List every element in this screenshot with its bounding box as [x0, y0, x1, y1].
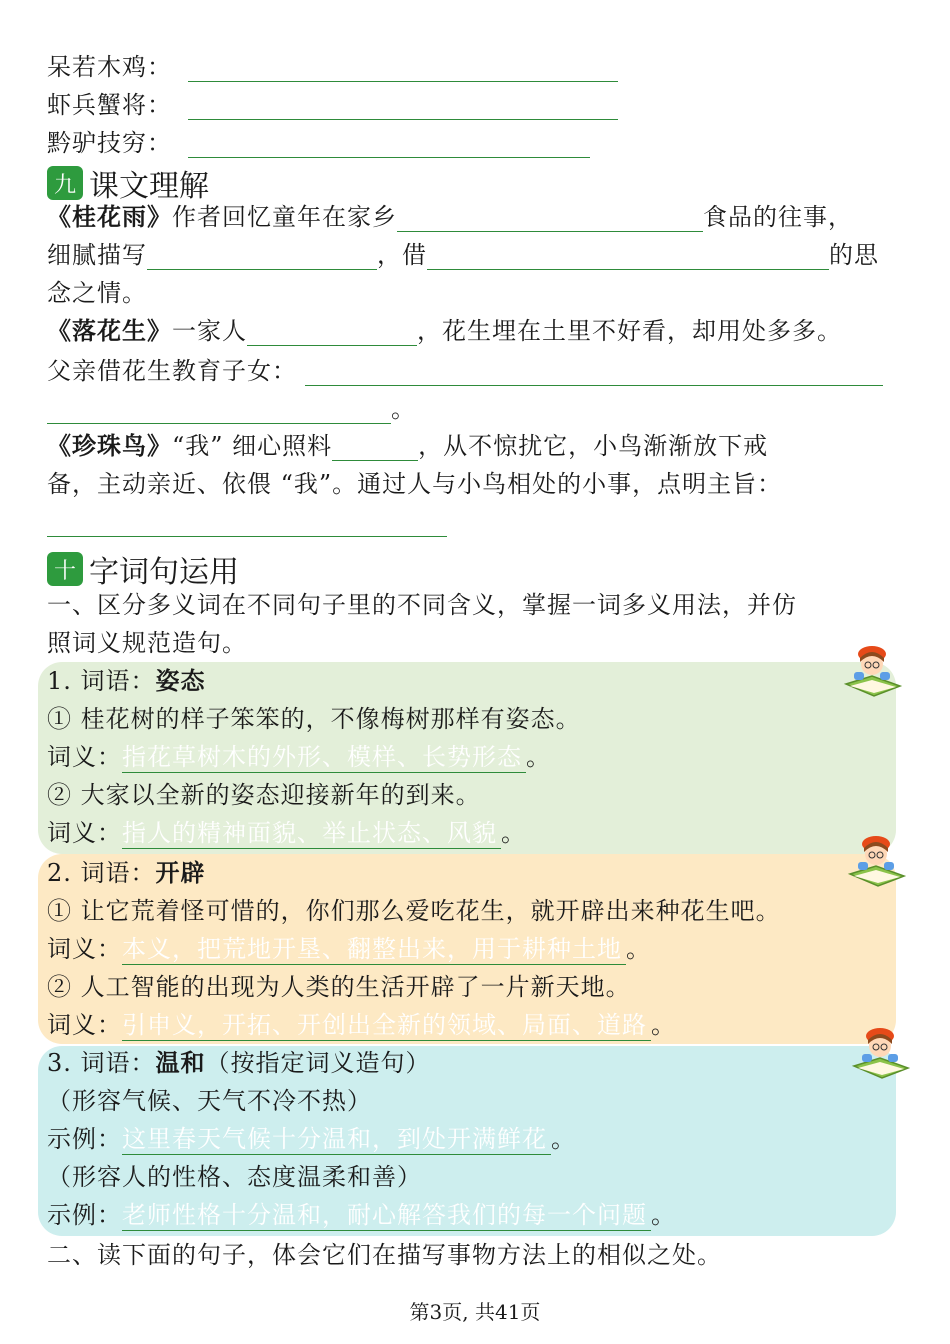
text-span: 词义： [47, 819, 122, 847]
text-line [47, 202, 853, 232]
idiom-line [47, 52, 618, 82]
section-title: 课文理解 [89, 169, 209, 204]
answer-blank[interactable] [427, 243, 829, 270]
text-span: 一家人 [172, 317, 247, 345]
example-sentence: ② 大家以全新的姿态迎接新年的到来。 [47, 781, 481, 809]
answer-text: 老师性格十分温和，耐心解答我们的每一个问题 [122, 1200, 651, 1231]
idiom-line [47, 128, 590, 158]
item-heading [47, 1048, 431, 1078]
text-span: 备，主动亲近、依偎 “我”。通过人与小鸟相处的小事，点明主旨： [47, 470, 783, 498]
answer-blank[interactable] [188, 93, 618, 120]
text-line [47, 469, 782, 499]
meaning-line [47, 742, 551, 773]
text-line [47, 394, 416, 424]
section-number-badge: 九 [47, 166, 83, 200]
target-word: 开辟 [155, 858, 206, 887]
text-span: 细腻描写 [47, 241, 147, 269]
text-line [47, 507, 447, 537]
text-span: 示例： [47, 1201, 122, 1229]
section-header-10 [47, 547, 239, 591]
answer-blank[interactable] [47, 510, 447, 537]
girl-reading-icon [850, 1022, 912, 1084]
text-span: 作者回忆童年在家乡 [172, 203, 397, 231]
example-line [47, 1200, 676, 1231]
text-span: ，借 [377, 241, 427, 269]
text-span: 。 [651, 1011, 676, 1039]
answer-blank[interactable] [47, 397, 391, 424]
idiom-label: 呆若木鸡： [47, 53, 172, 81]
text-span: 的思 [829, 241, 879, 269]
meaning-line [47, 818, 526, 849]
example-sentence: ① 桂花树的样子笨笨的，不像梅树那样有姿态。 [47, 705, 581, 733]
text-span: 。 [391, 395, 416, 423]
answer-text: 指人的精神面貌、举止状态、风貌 [122, 818, 501, 849]
text-span: （按指定词义造句） [205, 1049, 431, 1077]
text-line: 一、区分多义词在不同句子里的不同含义，掌握一词多义用法，并仿 [47, 591, 797, 619]
girl-reading-icon [842, 640, 904, 702]
section-title: 字词句运用 [89, 555, 239, 590]
answer-blank[interactable] [188, 131, 590, 158]
text-span: 父亲借花生教育子女： [47, 357, 297, 385]
text-span: 。 [526, 743, 551, 771]
answer-blank[interactable] [188, 55, 618, 82]
text-line [47, 356, 883, 386]
text-line [47, 240, 879, 270]
answer-blank[interactable] [147, 243, 377, 270]
answer-text: 引申义，开拓、开创出全新的领域、局面、道路 [122, 1010, 651, 1041]
text-span: 词义： [47, 743, 122, 771]
idiom-line [47, 90, 618, 120]
meaning-hint: （形容气候、天气不冷不热） [47, 1087, 372, 1115]
text-span: 词义： [47, 935, 122, 963]
meaning-hint: （形容人的性格、态度温柔和善） [47, 1163, 422, 1191]
text-span: 念之情。 [47, 279, 147, 307]
text-span: ，从不惊扰它，小鸟渐渐放下戒 [418, 432, 769, 460]
lesson-title: 《桂花雨》 [47, 202, 172, 231]
example-sentence: ① 让它荒着怪可惜的，你们那么爱吃花生，就开辟出来种花生吧。 [47, 897, 781, 925]
text-line [47, 316, 842, 346]
answer-text: 指花草树木的外形、模样、长势形态 [122, 742, 526, 773]
text-span: 2. 词语： [47, 859, 156, 887]
text-span: 。 [501, 819, 526, 847]
example-sentence: ② 人工智能的出现为人类的生活开辟了一片新天地。 [47, 973, 631, 1001]
text-span: 示例： [47, 1125, 122, 1153]
text-span: 词义： [47, 1011, 122, 1039]
meaning-line [47, 934, 651, 965]
lesson-title: 《珍珠鸟》 [47, 431, 172, 460]
text-span: “我” 细心照料 [172, 432, 333, 460]
text-line [47, 431, 768, 461]
text-span: 3. 词语： [47, 1049, 156, 1077]
text-span: 1. 词语： [47, 667, 156, 695]
meaning-line [47, 1010, 676, 1041]
girl-reading-icon [846, 830, 908, 892]
example-line [47, 1124, 576, 1155]
text-span: ，花生埋在土里不好看，却用处多多。 [417, 317, 842, 345]
text-span: 。 [551, 1125, 576, 1153]
idiom-label: 黔驴技穷： [47, 129, 172, 157]
target-word: 温和 [155, 1048, 206, 1077]
answer-blank[interactable] [305, 359, 883, 386]
section-number-badge: 十 [47, 552, 83, 586]
section-header-9 [47, 161, 209, 205]
answer-blank[interactable] [247, 319, 417, 346]
page-footer: 第3页, 共41页 [409, 1300, 541, 1324]
text-span: 食品的往事， [703, 203, 853, 231]
answer-text: 本义，把荒地开垦、翻整出来，用于耕种土地 [122, 934, 626, 965]
text-span: 。 [651, 1201, 676, 1229]
answer-blank[interactable] [397, 205, 703, 232]
text-span: 。 [626, 935, 651, 963]
item-heading [47, 858, 206, 888]
idiom-label: 虾兵蟹将： [47, 91, 172, 119]
answer-text: 这里春天气候十分温和，到处开满鲜花 [122, 1124, 551, 1155]
text-line: 二、读下面的句子，体会它们在描写事物方法上的相似之处。 [47, 1241, 722, 1269]
answer-blank[interactable] [332, 434, 418, 461]
item-heading [47, 666, 206, 696]
lesson-title: 《落花生》 [47, 316, 172, 345]
target-word: 姿态 [155, 666, 206, 695]
text-line: 照词义规范造句。 [47, 629, 247, 657]
text-line [47, 278, 147, 308]
